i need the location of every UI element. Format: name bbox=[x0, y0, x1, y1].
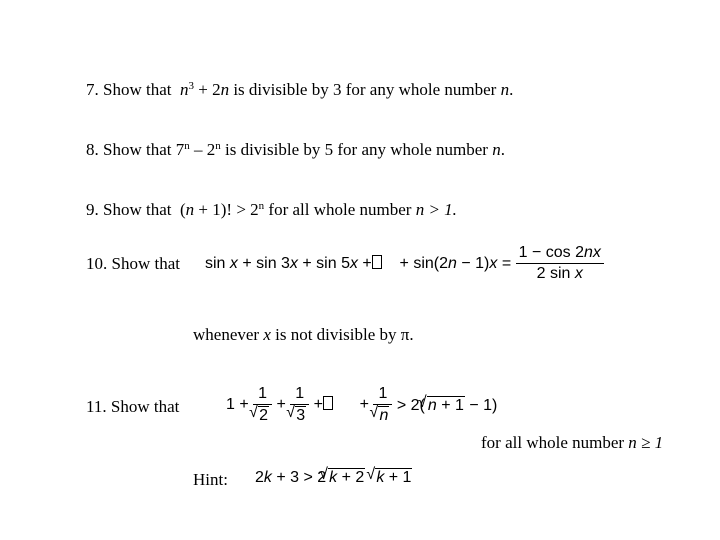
problem-10-condition: whenever x is not divisible by π. bbox=[193, 325, 414, 344]
problem-7-number: 7. bbox=[86, 80, 99, 99]
problem-11-show-that: Show that bbox=[110, 397, 180, 416]
problem-10-equation: sin x + sin 3x + sin 5x + + sin(2n − 1)x = $\frac{1 - \cos 2nx}{\text{2 sin x}}$ bbox=[205, 244, 604, 283]
problem-10-number: 10. bbox=[86, 254, 108, 273]
problem-10-show-that: Show that bbox=[111, 254, 180, 273]
problem-9-expression: (n + 1)! > $2^n$ bbox=[175, 200, 265, 219]
problem-8-number: 8. bbox=[86, 140, 99, 159]
problem-9-tail: for all whole number bbox=[268, 200, 412, 219]
problem-11 bbox=[86, 397, 179, 417]
problem-11-hint-label: Hint: bbox=[193, 470, 228, 489]
problem-10 bbox=[86, 254, 180, 274]
problem-7: 7. Show that $n^3 + 2n$ is divisible by 3 for any whole number n. bbox=[86, 80, 514, 99]
problem-9 bbox=[86, 200, 457, 220]
problem-8-var: n bbox=[492, 140, 501, 159]
problem-11-number: 11. bbox=[86, 397, 107, 416]
problem-7-var: n bbox=[500, 80, 510, 99]
problem-9-number: 9. bbox=[86, 200, 99, 219]
problem-7-tail: is divisible by 3 for any whole number bbox=[233, 80, 497, 99]
problem-7-show-that: Show that bbox=[103, 80, 172, 99]
problem-9-cond: n > 1. bbox=[415, 200, 457, 219]
problem-8-tail: is divisible by 5 for any whole number bbox=[224, 140, 488, 159]
problem-11-inequality: 1 + 1 √ 2 + 1 √ 3 + + 1 √ n > 2(√ n + 1 − 1) bbox=[226, 385, 497, 425]
problem-7-expression: $n^3 + 2n$ bbox=[179, 80, 230, 99]
problem-8-show-that: Show that bbox=[103, 140, 172, 159]
problem-11-condition: for all whole number n ≥ 1 bbox=[481, 433, 664, 452]
problem-8-expression: 7$^n$ – 2$^n$ bbox=[175, 140, 221, 159]
problem-8: 8. Show that 7$^n$ – 2$^n$ is divisible by 5 for any whole number n. bbox=[86, 140, 505, 159]
problem-9-show-that: Show that bbox=[103, 200, 172, 219]
problem-11-hint-expression: 2k + 3 > 2√ k + 2√ k + 1 bbox=[255, 468, 412, 487]
